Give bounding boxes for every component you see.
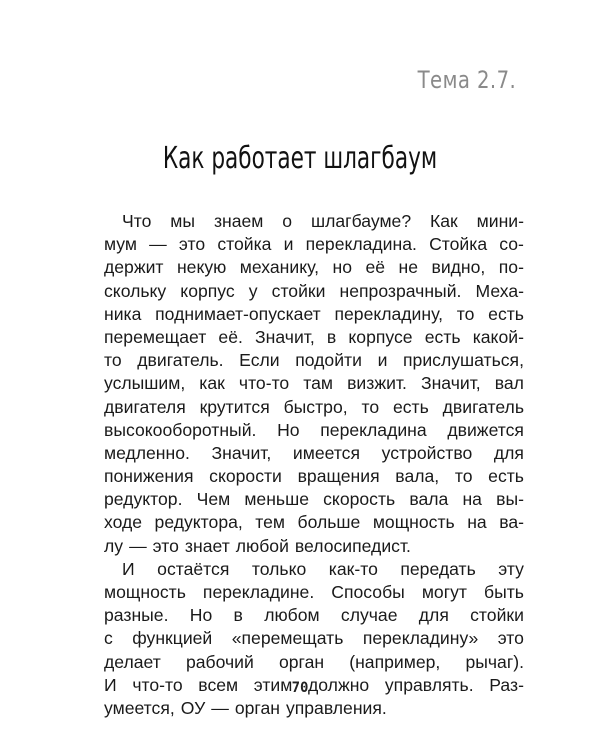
text-line: двигателя крутится быстро, то есть двигатель	[104, 396, 524, 417]
text-line: умеется, ОУ — орган управления.	[104, 697, 387, 718]
text-line: мощность перекладине. Способы могут быть	[104, 582, 524, 602]
text-line: лу — это знает любой велосипедист.	[104, 535, 411, 556]
page-number: 70	[291, 680, 309, 696]
text-line: высокооборотный. Но перекладина движется	[104, 419, 524, 440]
text-line: делает рабочий орган (например, рычаг).	[104, 651, 524, 672]
text-line: ника поднимает-опускает перекладину, то есть	[104, 303, 524, 324]
text-line: держит некую механику, но её не видно, по-	[104, 257, 524, 278]
text-line: с функцией «перемещать перекладину» это	[104, 628, 524, 649]
topic-label: Тема 2.7.	[417, 66, 516, 94]
text-line: разные. Но в любом случае для стойки	[104, 605, 524, 626]
chapter-title: Как работает шлагбаум	[162, 141, 438, 176]
text-line: скольку корпус у стойки непрозрачный. Меха-	[104, 280, 524, 301]
text-line: то двигатель. Если подойти и прислушаться,	[104, 350, 524, 371]
text-line: редуктор. Чем меньше скорость вала на вы-	[104, 489, 524, 510]
text-line: перемещает её. Значит, в корпусе есть какой-	[104, 326, 524, 347]
text-line: И остаётся только как-то передать эту	[122, 558, 524, 579]
text-line: Что мы знаем о шлагбауме? Как мини-	[122, 211, 524, 231]
text-line: И что-то всем этим должно управлять. Раз-	[104, 674, 524, 695]
body-text	[104, 210, 524, 720]
text-line: понижения скорости вращения вала, то есть	[104, 466, 524, 487]
text-line: ходе редуктора, тем больше мощность на ва-	[104, 512, 524, 533]
text-line: медленно. Значит, имеется устройство для	[104, 442, 524, 463]
text-line: услышим, как что-то там визжит. Значит, вал	[104, 373, 524, 394]
text-line: мум — это стойка и перекладина. Стойка со-	[104, 234, 524, 255]
paragraph	[104, 210, 524, 558]
